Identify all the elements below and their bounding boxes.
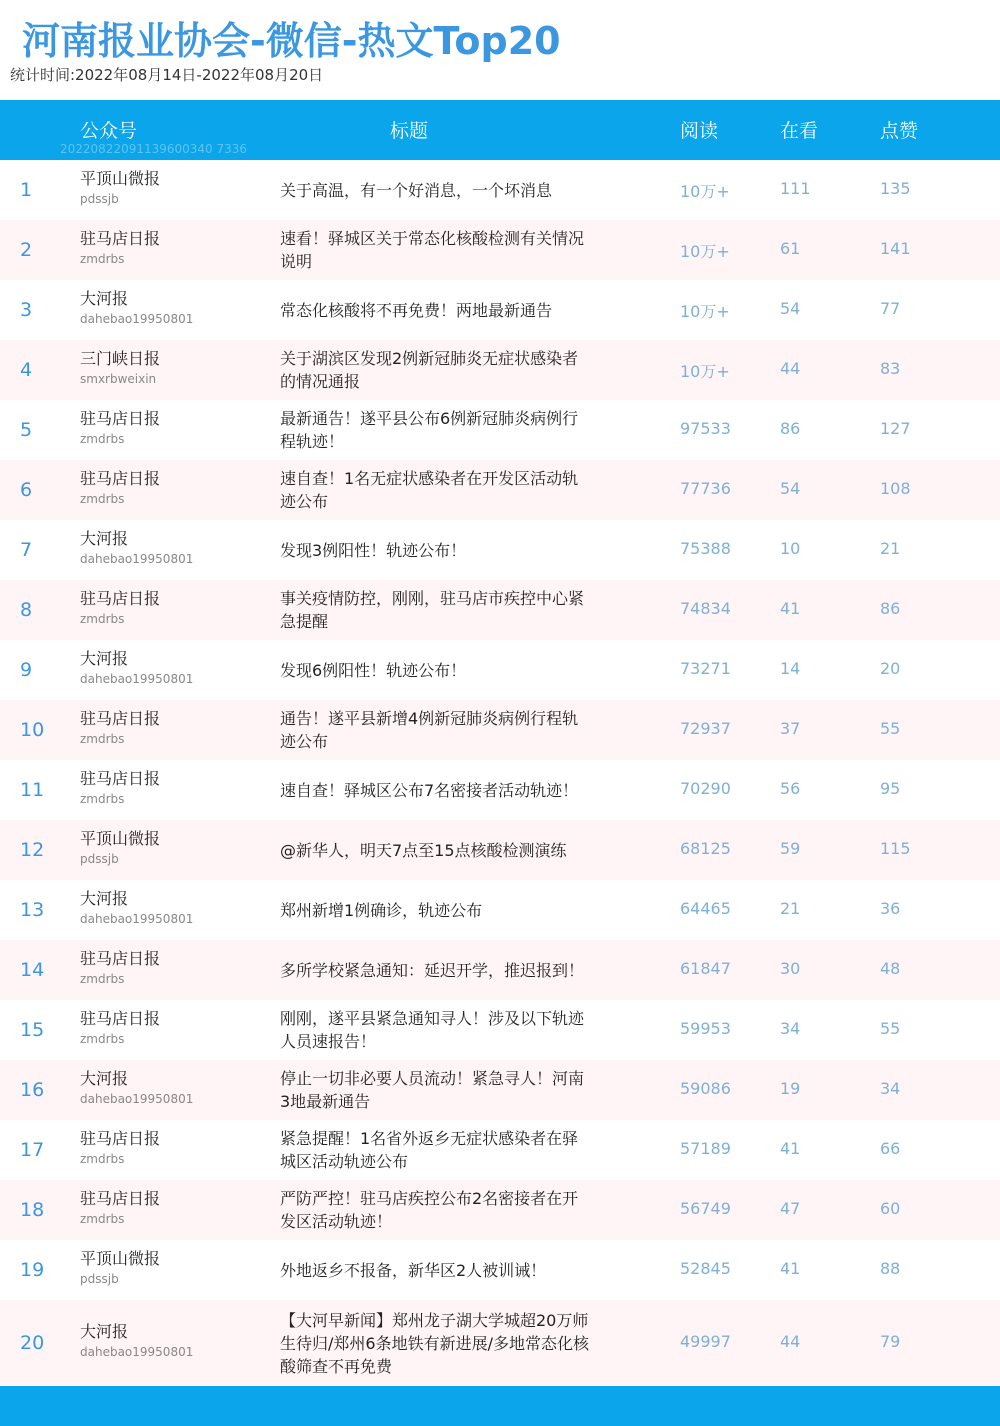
account-name: 驻马店日报 — [80, 469, 161, 488]
header-reads: 阅读 — [680, 120, 719, 142]
table-row — [0, 640, 1000, 700]
table-row — [0, 160, 1000, 220]
watching-count: 54 — [780, 479, 801, 498]
article-title: 速看！驿城区关于常态化核酸检测有关情况说明 — [280, 229, 585, 271]
watching-count: 41 — [780, 1259, 801, 1278]
rank-number: 9 — [20, 659, 33, 681]
account-id: zmdrbs — [80, 972, 125, 986]
read-count: 70290 — [680, 779, 731, 798]
read-count: 72937 — [680, 719, 731, 738]
account-cell — [80, 589, 160, 627]
table-row — [0, 1120, 1000, 1180]
rank-number: 14 — [20, 959, 45, 981]
account-id: pdssjb — [80, 192, 119, 206]
account-name: 驻马店日报 — [80, 409, 161, 428]
date-range: 统计时间:2022年08月14日-2022年08月20日 — [10, 66, 324, 84]
read-count: 10万+ — [680, 182, 730, 201]
header-account: 公众号 — [80, 120, 138, 142]
account-id: zmdrbs — [80, 1032, 125, 1046]
account-name: 大河报 — [80, 289, 129, 308]
like-count: 48 — [880, 959, 901, 978]
like-count: 34 — [880, 1079, 901, 1098]
table-row — [0, 340, 1000, 400]
table-row — [0, 940, 1000, 1000]
account-cell — [80, 829, 160, 867]
read-count: 59086 — [680, 1079, 731, 1098]
account-id: dahebao19950801 — [80, 1092, 194, 1106]
account-name: 平顶山微报 — [80, 829, 161, 848]
read-count: 75388 — [680, 539, 731, 558]
account-id: dahebao19950801 — [80, 672, 194, 686]
header-watching: 在看 — [780, 120, 819, 142]
account-name: 驻马店日报 — [80, 709, 161, 728]
like-count: 108 — [880, 479, 911, 498]
watching-count: 30 — [780, 959, 801, 978]
like-count: 21 — [880, 539, 901, 558]
read-count: 68125 — [680, 839, 731, 858]
account-name: 驻马店日报 — [80, 769, 161, 788]
article-title: 最新通告！遂平县公布6例新冠肺炎病例行程轨迹！ — [280, 409, 579, 451]
footer-bar — [0, 1386, 1000, 1426]
like-count: 88 — [880, 1259, 901, 1278]
table-row — [0, 280, 1000, 340]
like-count: 95 — [880, 779, 901, 798]
account-id: zmdrbs — [80, 1212, 125, 1226]
table-row — [0, 520, 1000, 580]
article-title: 事关疫情防控，刚刚，驻马店市疾控中心紧急提醒 — [280, 589, 585, 631]
table-row — [0, 880, 1000, 940]
like-count: 86 — [880, 599, 901, 618]
rank-number: 4 — [20, 359, 33, 381]
rank-number: 18 — [20, 1199, 45, 1221]
table-row — [0, 700, 1000, 760]
table-row — [0, 400, 1000, 460]
account-id: zmdrbs — [80, 612, 125, 626]
rank-number: 11 — [20, 779, 45, 801]
account-cell — [80, 349, 160, 387]
like-count: 66 — [880, 1139, 901, 1158]
read-count: 57189 — [680, 1139, 731, 1158]
article-title: 发现6例阳性！轨迹公布！ — [280, 661, 467, 680]
table-row — [0, 220, 1000, 280]
rank-number: 20 — [20, 1332, 45, 1354]
rank-number: 12 — [20, 839, 45, 861]
rank-number: 2 — [20, 239, 33, 261]
read-count: 64465 — [680, 899, 731, 918]
account-name: 驻马店日报 — [80, 1189, 161, 1208]
account-name: 平顶山微报 — [80, 169, 161, 188]
account-cell — [80, 1129, 160, 1167]
read-count: 52845 — [680, 1259, 731, 1278]
read-count: 74834 — [680, 599, 731, 618]
rank-number: 6 — [20, 479, 33, 501]
watching-count: 34 — [780, 1019, 801, 1038]
account-cell — [80, 949, 160, 987]
watching-count: 21 — [780, 899, 801, 918]
account-id: dahebao19950801 — [80, 312, 194, 326]
table-row — [0, 1060, 1000, 1120]
article-title: 紧急提醒！1名省外返乡无症状感染者在驿城区活动轨迹公布 — [280, 1129, 579, 1171]
rank-number: 7 — [20, 539, 33, 561]
article-title: @新华人，明天7点至15点核酸检测演练 — [280, 841, 567, 860]
watching-count: 47 — [780, 1199, 801, 1218]
rank-number: 8 — [20, 599, 33, 621]
account-cell — [80, 709, 160, 747]
rank-number: 13 — [20, 899, 45, 921]
account-id: zmdrbs — [80, 492, 125, 506]
article-title: 关于湖滨区发现2例新冠肺炎无症状感染者的情况通报 — [280, 349, 579, 391]
account-id: zmdrbs — [80, 432, 125, 446]
account-cell — [80, 1322, 193, 1360]
table-row — [0, 1240, 1000, 1300]
account-name: 大河报 — [80, 1322, 129, 1341]
article-title: 速自查！驿城区公布7名密接者活动轨迹！ — [280, 781, 579, 800]
table-row — [0, 580, 1000, 640]
account-cell — [80, 469, 160, 507]
table-row — [0, 760, 1000, 820]
account-cell — [80, 889, 193, 927]
article-title: 通告！遂平县新增4例新冠肺炎病例行程轨迹公布 — [280, 709, 579, 751]
header-title: 标题 — [390, 120, 429, 142]
page-title: 河南报业协会-微信-热文Top20 — [22, 19, 561, 63]
read-count: 10万+ — [680, 362, 730, 381]
article-title: 停止一切非必要人员流动！紧急寻人！河南3地最新通告 — [280, 1069, 585, 1111]
watching-count: 59 — [780, 839, 801, 858]
account-cell — [80, 1009, 160, 1047]
read-count: 10万+ — [680, 302, 730, 321]
read-count: 59953 — [680, 1019, 731, 1038]
account-cell — [80, 769, 160, 807]
account-cell — [80, 649, 193, 687]
account-name: 大河报 — [80, 649, 129, 668]
rank-number: 17 — [20, 1139, 45, 1161]
account-cell — [80, 529, 193, 567]
watermark-id: 20220822091139600340 7336 — [60, 142, 248, 156]
account-name: 平顶山微报 — [80, 1249, 161, 1268]
account-cell — [80, 289, 193, 327]
watching-count: 56 — [780, 779, 801, 798]
account-name: 大河报 — [80, 889, 129, 908]
like-count: 55 — [880, 719, 901, 738]
account-id: dahebao19950801 — [80, 1345, 194, 1359]
account-name: 驻马店日报 — [80, 1009, 161, 1028]
rank-number: 10 — [20, 719, 45, 741]
like-count: 141 — [880, 239, 911, 258]
watching-count: 14 — [780, 659, 801, 678]
table-row — [0, 820, 1000, 880]
watching-count: 19 — [780, 1079, 801, 1098]
account-id: zmdrbs — [80, 732, 125, 746]
account-name: 驻马店日报 — [80, 1129, 161, 1148]
read-count: 56749 — [680, 1199, 731, 1218]
article-title: 外地返乡不报备，新华区2人被训诫！ — [280, 1261, 547, 1280]
account-id: zmdrbs — [80, 1152, 125, 1166]
table-row — [0, 1300, 1000, 1386]
account-cell — [80, 1249, 160, 1287]
account-name: 大河报 — [80, 1069, 129, 1088]
watching-count: 54 — [780, 299, 801, 318]
read-count: 61847 — [680, 959, 731, 978]
ranking-table — [0, 160, 1000, 1386]
watching-count: 10 — [780, 539, 801, 558]
watching-count: 41 — [780, 599, 801, 618]
account-cell — [80, 229, 160, 267]
account-id: dahebao19950801 — [80, 552, 194, 566]
table-header — [0, 100, 1000, 160]
like-count: 20 — [880, 659, 901, 678]
rank-number: 19 — [20, 1259, 45, 1281]
article-title: 关于高温，有一个好消息，一个坏消息 — [280, 181, 553, 200]
article-title: 严防严控！驻马店疾控公布2名密接者在开发区活动轨迹！ — [280, 1189, 579, 1231]
account-id: zmdrbs — [80, 792, 125, 806]
read-count: 49997 — [680, 1332, 731, 1351]
account-cell — [80, 169, 160, 207]
account-name: 驻马店日报 — [80, 229, 161, 248]
rank-number: 3 — [20, 299, 33, 321]
read-count: 97533 — [680, 419, 731, 438]
rank-number: 5 — [20, 419, 33, 441]
read-count: 77736 — [680, 479, 731, 498]
article-title: 【大河早新闻】郑州龙子湖大学城超20万师生待归/郑州6条地铁有新进展/多地常态化核酸筛查不再免费 — [280, 1311, 589, 1376]
like-count: 55 — [880, 1019, 901, 1038]
article-title: 郑州新增1例确诊，轨迹公布 — [280, 901, 483, 920]
account-id: pdssjb — [80, 852, 119, 866]
like-count: 83 — [880, 359, 901, 378]
rank-number: 15 — [20, 1019, 45, 1041]
account-name: 大河报 — [80, 529, 129, 548]
rank-number: 16 — [20, 1079, 45, 1101]
account-cell — [80, 1069, 193, 1107]
rank-number: 1 — [20, 179, 33, 201]
like-count: 79 — [880, 1332, 901, 1351]
watching-count: 44 — [780, 1332, 801, 1351]
account-id: smxrbweixin — [80, 372, 157, 386]
header-likes: 点赞 — [880, 120, 919, 142]
account-cell — [80, 409, 160, 447]
table-row — [0, 1000, 1000, 1060]
table-row — [0, 1180, 1000, 1240]
account-name: 驻马店日报 — [80, 949, 161, 968]
watching-count: 61 — [780, 239, 801, 258]
watching-count: 111 — [780, 179, 811, 198]
table-row — [0, 460, 1000, 520]
article-title: 常态化核酸将不再免费！两地最新通告 — [280, 301, 553, 320]
like-count: 135 — [880, 179, 911, 198]
like-count: 127 — [880, 419, 911, 438]
article-title: 发现3例阳性！轨迹公布！ — [280, 541, 467, 560]
watching-count: 41 — [780, 1139, 801, 1158]
like-count: 36 — [880, 899, 901, 918]
watching-count: 86 — [780, 419, 801, 438]
account-name: 驻马店日报 — [80, 589, 161, 608]
like-count: 77 — [880, 299, 901, 318]
read-count: 73271 — [680, 659, 731, 678]
watching-count: 37 — [780, 719, 801, 738]
watching-count: 44 — [780, 359, 801, 378]
account-id: zmdrbs — [80, 252, 125, 266]
article-title: 刚刚，遂平县紧急通知寻人！涉及以下轨迹人员速报告！ — [280, 1009, 585, 1051]
account-name: 三门峡日报 — [80, 349, 161, 368]
article-title: 速自查！1名无症状感染者在开发区活动轨迹公布 — [280, 469, 579, 511]
like-count: 115 — [880, 839, 911, 858]
like-count: 60 — [880, 1199, 901, 1218]
read-count: 10万+ — [680, 242, 730, 261]
account-id: dahebao19950801 — [80, 912, 194, 926]
account-cell — [80, 1189, 160, 1227]
account-id: pdssjb — [80, 1272, 119, 1286]
article-title: 多所学校紧急通知：延迟开学，推迟报到！ — [280, 961, 585, 980]
